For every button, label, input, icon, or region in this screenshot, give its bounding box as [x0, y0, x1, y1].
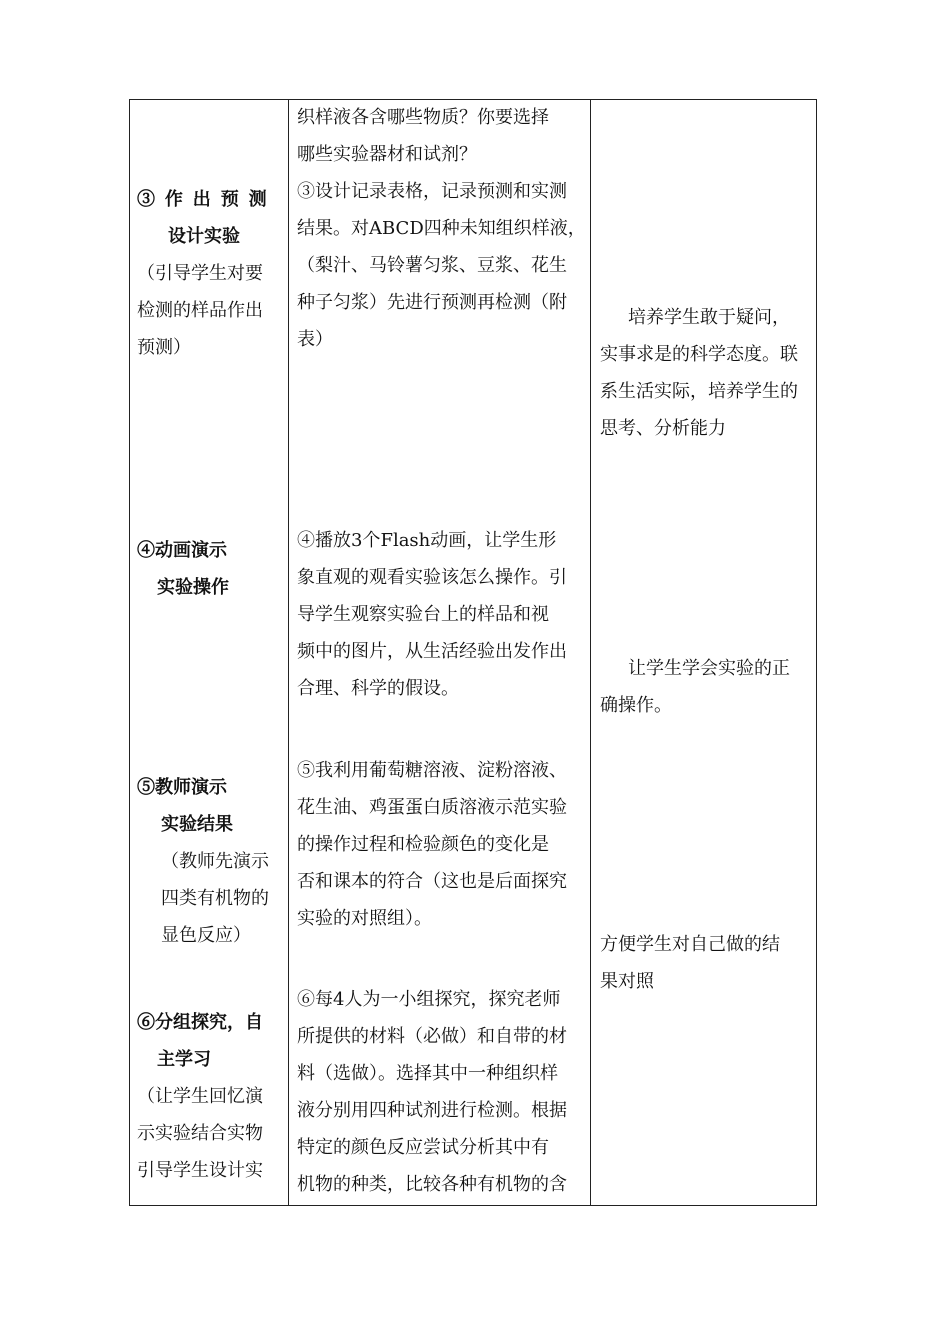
- intent-text: 方便学生对自己做的结: [600, 934, 780, 955]
- step-title: 实验操作: [157, 577, 229, 598]
- intent-text: 系生活实际，培养学生的: [600, 381, 798, 402]
- activity-cell-6: [297, 981, 567, 1203]
- intent-text: 实事求是的科学态度。联: [600, 344, 798, 365]
- activity-text: 种子匀浆）先进行预测再检测（附: [297, 292, 567, 313]
- activity-text: 象直观的观看实验该怎么操作。引: [297, 567, 567, 588]
- step-cell-5: [137, 769, 269, 954]
- activity-text: ⑥每4人为一小组探究，探究老师: [297, 989, 561, 1010]
- activity-text: 机物的种类，比较各种有机物的含: [297, 1174, 567, 1195]
- step-cell-4: [137, 532, 229, 606]
- intent-cell-4: [600, 650, 790, 724]
- activity-text: （梨汁、马铃薯匀浆、豆浆、花生: [297, 255, 567, 276]
- step-note: （教师先演示: [161, 851, 269, 872]
- intent-text: 让学生学会实验的正: [628, 658, 790, 679]
- step-note: 引导学生设计实: [137, 1160, 263, 1181]
- activity-cell-5: [297, 752, 567, 937]
- step-note: （引导学生对要: [137, 263, 263, 284]
- column-divider-2: [590, 100, 591, 1205]
- step-title: 主学习: [157, 1049, 211, 1070]
- activity-text: 织样液各含哪些物质？你要选择: [297, 107, 549, 128]
- activity-text: 实验的对照组）。: [297, 908, 432, 929]
- activity-text: ④播放3个Flash动画，让学生形: [297, 530, 557, 551]
- step-cell-6: [137, 1004, 263, 1189]
- step-note: 示实验结合实物: [137, 1123, 263, 1144]
- intent-text: 果对照: [600, 971, 654, 992]
- activity-cell-4: [297, 522, 567, 707]
- intent-cell-3: [600, 299, 798, 447]
- step-title: ⑤教师演示: [137, 777, 227, 798]
- intent-cell-5: [600, 926, 780, 1000]
- activity-text: 花生油、鸡蛋蛋白质溶液示范实验: [297, 797, 567, 818]
- step-note: 显色反应）: [161, 925, 251, 946]
- intent-text: 思考、分析能力: [600, 418, 726, 439]
- activity-text: 导学生观察实验台上的样品和视: [297, 604, 549, 625]
- step-title: ⑥分组探究，自: [137, 1012, 263, 1033]
- intent-text: 培养学生敢于疑问，: [628, 307, 790, 328]
- step-cell-3: [137, 181, 277, 366]
- activity-text: 结果。对ABCD四种未知组织样液，: [297, 218, 586, 239]
- activity-cell-3: [297, 99, 586, 358]
- activity-text: 液分别用四种试剂进行检测。根据: [297, 1100, 567, 1121]
- activity-text: ③设计记录表格，记录预测和实测: [297, 181, 567, 202]
- activity-text: 的操作过程和检验颜色的变化是: [297, 834, 549, 855]
- activity-text: ⑤我利用葡萄糖溶液、淀粉溶液、: [297, 760, 567, 781]
- activity-text: 表）: [297, 329, 333, 350]
- activity-text: 特定的颜色反应尝试分析其中有: [297, 1137, 549, 1158]
- column-divider-1: [288, 100, 289, 1205]
- activity-text: 否和课本的符合（这也是后面探究: [297, 871, 567, 892]
- step-note: 检测的样品作出: [137, 300, 263, 321]
- activity-text: 料（选做）。选择其中一种组织样: [297, 1063, 558, 1084]
- step-note: 预测）: [137, 337, 191, 358]
- step-note: 四类有机物的: [161, 888, 269, 909]
- intent-text: 确操作。: [600, 695, 672, 716]
- activity-text: 合理、科学的假设。: [297, 678, 459, 699]
- activity-text: 频中的图片，从生活经验出发作出: [297, 641, 567, 662]
- activity-text: 所提供的材料（必做）和自带的材: [297, 1026, 567, 1047]
- activity-text: 哪些实验器材和试剂？: [297, 144, 477, 165]
- step-title: ③作出预测: [137, 189, 277, 210]
- step-title: 实验结果: [161, 814, 233, 835]
- step-title: 设计实验: [168, 226, 240, 247]
- step-note: （让学生回忆演: [137, 1086, 263, 1107]
- step-title: ④动画演示: [137, 540, 227, 561]
